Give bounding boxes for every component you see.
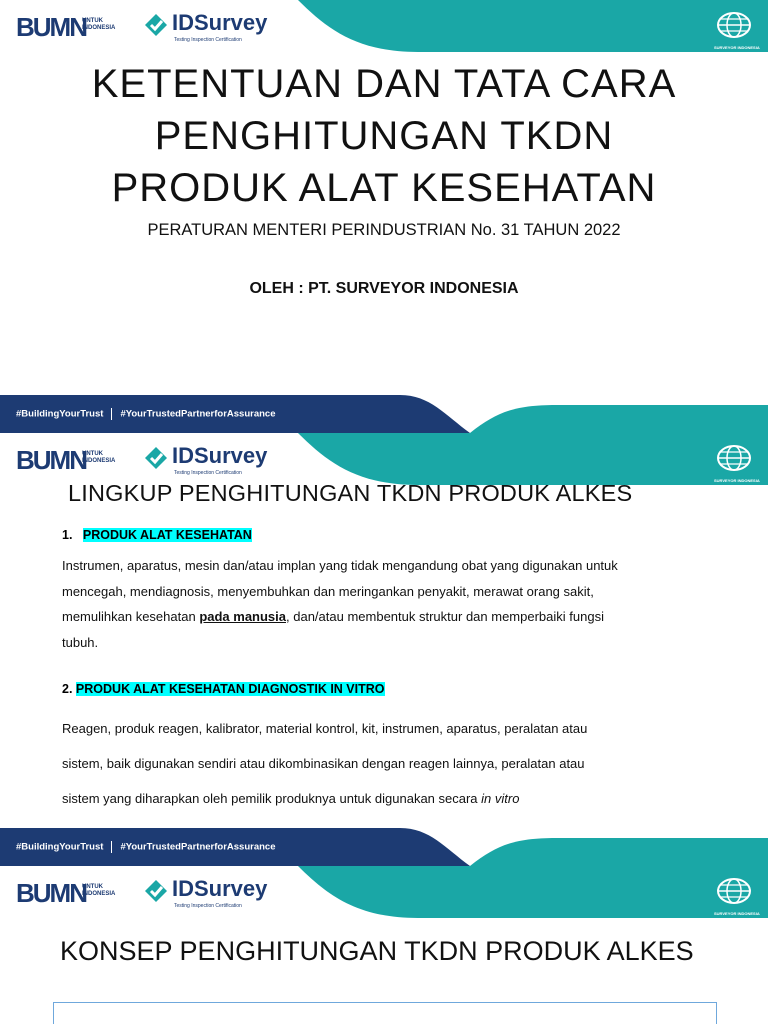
surveyor-indonesia-text: SURVEYOR INDONESIA bbox=[714, 45, 760, 50]
slide-title-text bbox=[0, 58, 768, 214]
bumn-logo-subtext: UNTUK INDONESIA bbox=[82, 18, 116, 31]
section-title-highlighted: PRODUK ALAT KESEHATAN bbox=[82, 528, 252, 542]
hashtag-building-trust: #BuildingYourTrust bbox=[16, 841, 104, 853]
section-title-highlighted: PRODUK ALAT KESEHATAN DIAGNOSTIK IN VITRO bbox=[75, 682, 385, 696]
section-heading-1 bbox=[62, 528, 252, 542]
idsurvey-tagline: Testing Inspection Certification bbox=[174, 470, 242, 476]
idsurvey-diamond-icon bbox=[144, 879, 168, 903]
bumn-logo: BUMN bbox=[16, 445, 86, 475]
section-number: 1. bbox=[62, 528, 73, 542]
underlined-emphasis: pada manusia bbox=[199, 609, 287, 624]
footer-hashtags bbox=[16, 408, 275, 420]
idsurvey-diamond-icon bbox=[144, 13, 168, 37]
slide-byline: OLEH : PT. SURVEYOR INDONESIA bbox=[249, 280, 519, 297]
surveyor-indonesia-logo bbox=[714, 876, 760, 916]
italic-emphasis: in vitro bbox=[481, 791, 520, 806]
globe-icon bbox=[716, 10, 752, 40]
section-number: 2. bbox=[62, 682, 73, 696]
slide-subtitle: PERATURAN MENTERI PERINDUSTRIAN No. 31 TAHUN 2022 bbox=[147, 221, 621, 239]
slide-heading: LINGKUP PENGHITUNGAN TKDN PRODUK ALKES bbox=[68, 480, 633, 506]
idsurvey-tagline: Testing Inspection Certification bbox=[174, 903, 242, 909]
surveyor-indonesia-logo bbox=[714, 10, 760, 50]
bumn-logo-subtext: UNTUK INDONESIA bbox=[82, 884, 116, 897]
hashtag-building-trust: #BuildingYourTrust bbox=[16, 408, 104, 420]
idsurvey-name: IDSurvey bbox=[172, 443, 268, 468]
slide-heading: KONSEP PENGHITUNGAN TKDN PRODUK ALKES bbox=[60, 936, 694, 966]
hashtag-trusted-partner: #YourTrustedPartnerforAssurance bbox=[120, 841, 276, 853]
footer-hashtags bbox=[16, 841, 275, 853]
section-body-2: Reagen, produk reagen, kalibrator, material kontrol, kit, instrumen, aparatus, peralatan atau sistem, baik digunakan sendiri atau dikombinasikan dengan reagen lainnya, peralatan atau sistem yang diharapkan oleh pemilik produknya untuk digunakan secara in vitro bbox=[62, 721, 588, 806]
title-line: KETENTUAN DAN TATA CARA bbox=[91, 62, 677, 106]
content-box bbox=[53, 1002, 717, 1024]
hashtag-trusted-partner: #YourTrustedPartnerforAssurance bbox=[120, 408, 276, 420]
header-teal-band bbox=[298, 866, 768, 918]
header-teal-band bbox=[298, 0, 768, 52]
globe-icon bbox=[716, 876, 752, 906]
globe-icon bbox=[716, 443, 752, 473]
idsurvey-name: IDSurvey bbox=[172, 876, 268, 901]
surveyor-indonesia-text: SURVEYOR INDONESIA bbox=[714, 478, 760, 483]
title-line: PENGHITUNGAN TKDN bbox=[154, 114, 614, 158]
idsurvey-name: IDSurvey bbox=[172, 10, 268, 35]
idsurvey-diamond-icon bbox=[144, 446, 168, 470]
bumn-logo-subtext: UNTUK INDONESIA bbox=[82, 451, 116, 464]
surveyor-indonesia-logo bbox=[714, 443, 760, 483]
idsurvey-tagline: Testing Inspection Certification bbox=[174, 37, 242, 43]
section-body-1: Instrumen, aparatus, mesin dan/atau implan yang tidak mengandung obat yang digunakan untuk mencegah, mendiagnosis, menyembuhkan dan meringankan penyakit, merawat orang sakit, memulihkan kesehatan pada manusia, dan/atau membentuk struktur dan memperbaiki fungsi tubuh. bbox=[62, 558, 618, 650]
bumn-logo: BUMN bbox=[16, 878, 86, 908]
slide-konsep bbox=[0, 866, 768, 1024]
title-line: PRODUK ALAT KESEHATAN bbox=[111, 166, 657, 210]
section-heading-2 bbox=[62, 682, 385, 696]
slide-lingkup bbox=[0, 433, 768, 866]
bumn-logo: BUMN bbox=[16, 12, 86, 42]
surveyor-indonesia-text: SURVEYOR INDONESIA bbox=[714, 911, 760, 916]
header-teal-band bbox=[298, 433, 768, 485]
slide-title bbox=[0, 0, 768, 433]
